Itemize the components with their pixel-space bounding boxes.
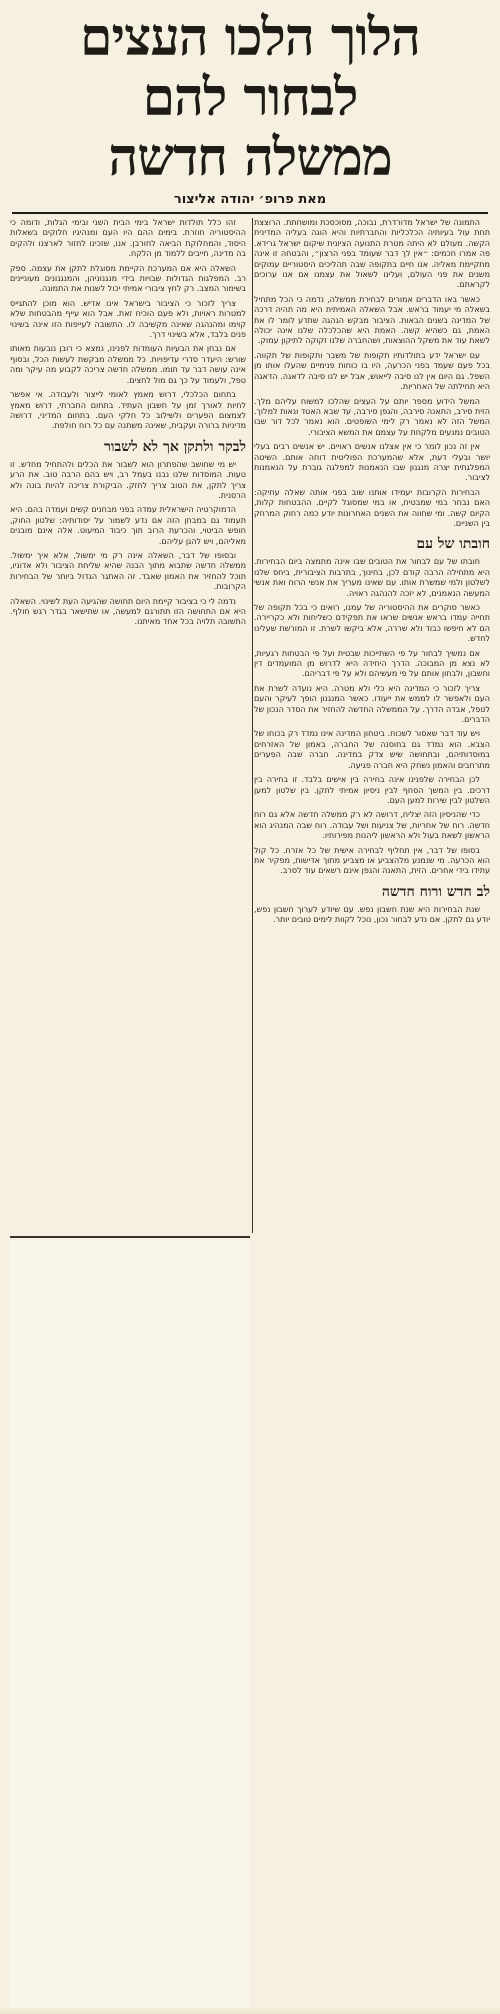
byline: מאת פרופ׳ יהודה אליצור: [173, 192, 327, 207]
clipping-edge: [0, 2008, 500, 2014]
paragraph: כאשר באו הדברים אמורים לבחירת ממשלה, נדמה כי הכל מתחיל בשאלה מי יעמוד בראש. אבל השאלה האמיתית היא מה תהיה דרכה של המדינה בשנים הבאות. הציבור מבקש הנהגה שתדע לומר לו את האמת, גם כשהיא קשה. האמת היא שהכלכלה שלנו אינה יכולה לשאת עוד את משקל ההוצאות, ושהחברה שלנו זקוקה לתיקון עמוק.: [254, 294, 490, 346]
headline: [10, 8, 490, 188]
section-subhead: לב חדש ורוח חדשה: [381, 883, 490, 900]
paragraph: הבחירות הקרובות יעמידו אותנו שוב בפני אותה שאלה עתיקה: האם נבחר במי שמבטיח, או במי שמסוגל לקיים. ההבטחות קלות, הקיום קשה. ומי שחווה את השנים האחרונות יודע כמה רחוק המרחק בין השניים.: [254, 487, 490, 528]
paragraph: שנת הבחירות היא שנת חשבון נפש. עם שיודע לערוך חשבון נפש, יודע גם לתקן. אם נדע לבחור נכון, נוכל לקוות לימים טובים יותר.: [254, 904, 490, 925]
column-divider: [252, 218, 253, 1233]
paragraph: אם נבחן את הבעיות העומדות לפנינו, נמצא כי רובן נובעות מאותו שורש: היעדר סדרי עדיפויות. כל ממשלה מבקשת לעשות הכל, ובסוף אינה עושה דבר עד תומו. ממשלה חדשה צריכה לקבוע מה עיקר ומה טפל, ולעמוד על כך גם מול לחצים.: [10, 344, 246, 385]
paragraph: התמונה של ישראל מדורדרת, נבוכה, מסוכסכת ומושחתת. הרוצצת תחת עול בעיותיה הכלכליות והחברתיות והיא הוגה בעליה המדינית הקשה. מעולם לא היתה מטרת התנועה הציונית שיקום ישראל גרידא. פה אמרו חכמים: ״אין לך דבר שעומד בפני הרצון״, והבטחה זו אינה מתקיימת מאליה. אנו חיים בתקופה שבה תהליכים היסטוריים עמוקים משנים את פני העולם, ועלינו לשאול את עצמנו אם אנו ערוכים לקראתם.: [254, 218, 490, 290]
blank-area: [10, 1240, 250, 2014]
paragraph: המשל הידוע מספר יותם על העצים שהלכו למשוח עליהם מלך. הזית סירב, התאנה סירבה, והגפן סירבה, עד שבא האטד ונאות למלוך. המשל הזה לא נאמר רק לימי השופטים. הוא נאמר לכל דור שבו הטובים נמנעים מלקחת על עצמם את המשא הציבורי.: [254, 396, 490, 437]
paragraph: אם נמשיך לבחור על פי השתייכות שבטית ועל פי הבטחות רגעיות, לא נצא מן המבוכה. הדרך היחידה היא לדרוש מן המועמדים דין וחשבון, ולבחון אותם על פי מעשיהם ולא על פי דבריהם.: [254, 648, 490, 679]
paragraph: עם ישראל ידע בתולדותיו תקופות של משבר ותקופות של תקווה. בכל פעם שעמד בפני הכרעה, היו בו כוחות פנימיים שהעלו אותו מן השפל. גם היום אין לנו סיבה לייאוש, אבל יש לנו סיבה לדאגה. הדאגה היא תחילתה של האחריות.: [254, 350, 490, 392]
paragraph: יש מי שחושב שהפתרון הוא לשבור את הכלים ולהתחיל מחדש. זו טעות. המוסדות שלנו נבנו בעמל רב, ויש בהם הרבה טוב. את הרע צריך לתקן, את הטוב צריך לחזק. הביקורת צריכה להיות בונה ולא הרסנית.: [10, 459, 246, 500]
headline-rule: [12, 212, 488, 214]
article-columns: [10, 218, 490, 1818]
right-column: [254, 218, 490, 1818]
paragraph: צריך לזכור כי הציבור בישראל אינו אדיש. הוא מוכן להתגייס למטרות ראויות, ולא פעם הוכיח זאת. אבל הוא עייף מהבטחות שלא קוימו ומהנהגה שאינה מקשיבה לו. התשובה לעייפות הזו אינה בשינוי פנים בלבד, אלא בשינוי דרך.: [10, 298, 246, 340]
paragraph: חובתו של עם לבחור את הטובים שבו אינה מתמצה ביום הבחירות. היא מתחילה הרבה קודם לכן, בחינוך, בתרבות הציבורית, ביחס שלנו לשלטון ולמי שמשרת אותו. עם שאינו מעריך את אנשי הרוח ואת אנשי המעשה הנאמנים, לא יזכה להנהגה ראויה.: [254, 557, 490, 598]
paragraph: אין זה נכון לומר כי אין אצלנו אנשים ראויים. יש אנשים רבים בעלי יושר ובעלי דעת, אלא שהמערכת הפוליטית דוחה אותם. השיטה המפלגתית יצרה מנגנון שבו הנאמנות למפלגה גוברת על הנאמנות לציבור.: [254, 442, 490, 483]
paragraph: צריך לזכור כי המדינה היא כלי ולא מטרה. היא נועדה לשרת את העם ולאפשר לו לממש את ייעודו. כאשר המנגנון הופך לעיקר והעם לטפל, אבדה הדרך. על הממשלה החדשה להחזיר את הסדר הנכון של הדברים.: [254, 683, 490, 725]
headline-line-3: ממשלה חדשה: [108, 127, 392, 188]
paragraph: השאלה היא אם המערכת הקיימת מסוגלת לתקן את עצמה. ספק רב. המפלגות הגדולות שבויות בידי מנגנוניהן, והמנגנונים מעוניינים בשימור המצב. רק לחץ ציבורי אמיתי יכול לשנות את התמונה.: [10, 263, 246, 294]
section-subhead: חובתו של עם: [416, 536, 490, 553]
column-end-rule: [10, 1236, 250, 1238]
paragraph: נדמה לי כי בציבור קיימת היום תחושה שהגיעה העת לשינוי. השאלה היא אם התחושה הזו תתורגם למעשה, או שתישאר בגדר רגש חולף. התשובה תלויה בכל אחד מאיתנו.: [10, 596, 246, 627]
paragraph: בסופו של דבר, אין תחליף לבחירה אישית של כל אזרח. כל קול הוא הכרעה. מי שנמנע מלהצביע או מצביע מתוך אדישות, מפקיר את עתידו בידי אחרים. הזית, התאנה והגפן אינם רשאים עוד לסרב.: [254, 845, 490, 876]
headline-line-1: הלוך הלכו העצים: [80, 7, 420, 68]
paragraph: בתחום הכלכלי, דרוש מאמץ לאומי לייצור ולעבודה. אי אפשר לחיות לאורך זמן על חשבון העתיד. בתחום החברתי, דרוש מאמץ לצמצום הפערים ולשילוב כל חלקי העם. בתחום המדיני, דרושה מדיניות ברורה ועקבית, שאינה משתנה עם כל רוח חולפת.: [10, 390, 246, 431]
paragraph: ויש עוד דבר שאסור לשכוח. ביטחון המדינה אינו נמדד רק בכוחו של הצבא. הוא נמדד גם בחוסנה של החברה, באמון של האזרחים במוסדותיהם, ובתחושה שיש צדק במדינה. חברה שבה הפערים מתרחבים והאמון נשחק היא חברה פגיעה.: [254, 729, 490, 770]
headline-line-2: לבחור להם: [142, 67, 358, 128]
paragraph: ובסופו של דבר, השאלה אינה רק מי ימשול, אלא איך ימשול. ממשלה חדשה שתבוא מתוך הבנה שהיא שליחת הציבור ולא אדוניו, תוכל להחזיר את האמון שאבד. זה האתגר הגדול ביותר של הבחירות הקרובות.: [10, 550, 246, 592]
paragraph: כדי שהניסיון הזה יצליח, דרושה לא רק ממשלה חדשה אלא גם רוח חדשה. רוח של אחריות, של צניעות ושל עבודה. רוח שבה המנהיג הוא הראשון לשאת בעול ולא הראשון ליהנות מפירותיו.: [254, 810, 490, 841]
left-column: [10, 218, 246, 1233]
section-subhead: לבקר ולתקן אך לא לשבור: [104, 438, 246, 455]
paragraph: הדמוקרטיה הישראלית עמדה בפני מבחנים קשים ועמדה בהם. היא תעמוד גם במבחן הזה אם נדע לשמור על יסודותיה: שלטון החוק, חופש הביטוי, והכרעת הרוב תוך כיבוד המיעוט. אלה אינם מובנים מאליהם, ויש להגן עליהם.: [10, 505, 246, 546]
paragraph: זהו כלל תולדות ישראל בימי הבית השני ובימי הגלות, ודומה כי ההיסטוריה חוזרת. בימים ההם היו העם ומנהיגיו חלוקים בשאלות היסוד, והמחלוקת הביאה לחורבן. אנו, שזכינו לחזור לארצנו ולהקים בה מדינה, חייבים ללמוד מן הלקח.: [10, 218, 246, 259]
paragraph: לכן הבחירה שלפנינו אינה בחירה בין אישים בלבד. זו בחירה בין דרכים. בין המשך הסחף לבין ניסיון אמיתי לתקן. בין שלטון למען השלטון לבין שירות למען העם.: [254, 775, 490, 805]
paragraph: כאשר סוקרים את ההיסטוריה של עמנו, רואים כי בכל תקופה של תחייה עמדו בראש אנשים שראו את תפקידם כשליחות ולא כקריירה. הם לא חיפשו כבוד ולא שררה, אלא ביקשו לשרת. זו המורשת שעלינו לחדש.: [254, 603, 490, 644]
